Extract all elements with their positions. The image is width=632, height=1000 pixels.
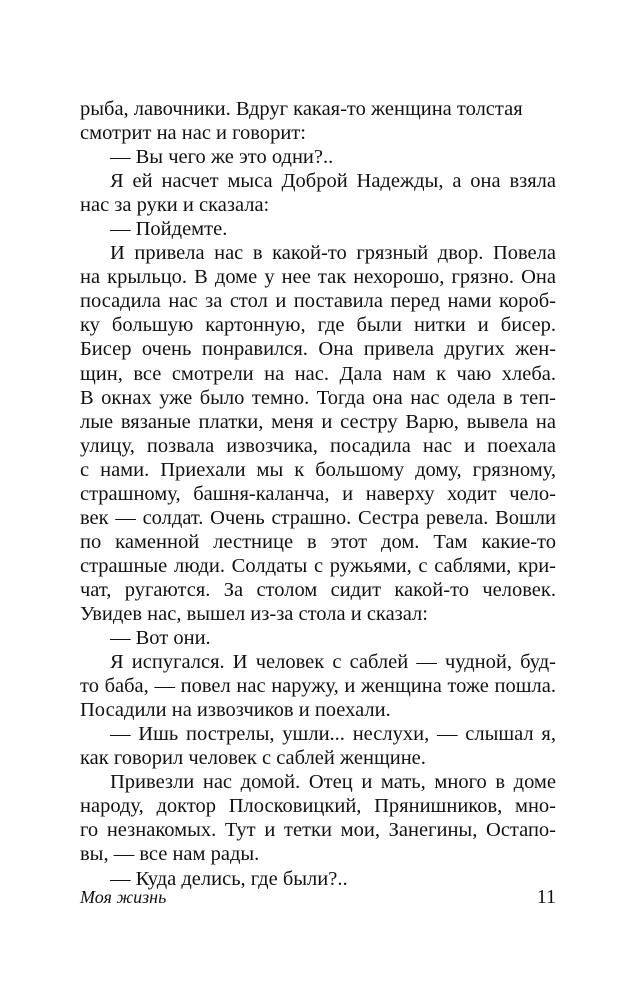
text-line: Бисер очень понравился. Она привела других жен-: [80, 338, 556, 361]
text-line: рыба, лавочники. Вдруг какая-то женщина толстая: [80, 98, 523, 120]
text-line: — Вы чего же это одни?..: [110, 146, 334, 169]
text-line: страшные люди. Солдаты с ружьями, с саблями, кри-: [80, 554, 556, 577]
text-line: век — солдат. Очень страшно. Сестра ревела. Вошли: [80, 506, 556, 529]
text-line: Привезли нас домой. Отец и мать, много в доме: [110, 771, 556, 794]
text-line: го незнакомых. Тут и тетки мои, Занегины, Остапо-: [80, 819, 556, 842]
text-line: по каменной лестнице в этот дом. Там какие-то: [80, 530, 556, 553]
text-line: Увидев нас, вышел из-за стола и сказал:: [80, 602, 428, 625]
text-line: ку большую картонную, где были нитки и бисер.: [80, 314, 556, 337]
text-line: улицу, позвала извозчика, посадила нас и поехала: [80, 434, 556, 457]
text-line: щин, все смотрели на нас. Дала нам к чаю хлеба.: [80, 362, 556, 385]
body-text: [80, 97, 556, 891]
text-line: — Пойдемте.: [110, 218, 228, 241]
text-line: на крыльцо. В доме у нее так нехорошо, грязно. Она: [80, 266, 556, 289]
text-line: Я испугался. И человек с саблей — чудной, буд-: [110, 651, 556, 674]
text-line: посадила нас за стол и поставила перед нами короб-: [80, 290, 556, 313]
text-line: то баба, — повел нас наружу, и женщина тоже пошла.: [80, 675, 556, 698]
text-line: В окнах уже было темно. Тогда она нас одела в теп-: [80, 386, 556, 409]
text-line: лые вязаные платки, меня и сестру Варю, вывела на: [80, 410, 556, 433]
text-line: с нами. Приехали мы к большому дому, грязному,: [80, 458, 556, 481]
text-line: страшному, башня-каланча, и наверху ходит чело-: [80, 482, 556, 505]
text-line: чат, ругаются. За столом сидит какой-то человек.: [80, 578, 556, 601]
text-line: народу, доктор Плосковицкий, Прянишников, мно-: [80, 795, 556, 818]
running-title: Моя жизнь: [80, 887, 167, 907]
text-line: Посадили на извозчиков и поехали.: [80, 699, 391, 722]
text-line: смотрит на нас и говорит:: [80, 122, 306, 145]
text-line: вы, — все нам рады.: [80, 843, 260, 866]
text-line: Я ей насчет мыса Доброй Надежды, а она взяла: [110, 170, 556, 193]
text-line: — Вот они.: [110, 627, 211, 650]
text-line: И привела нас в какой-то грязный двор. Повела: [110, 242, 556, 265]
text-line: — Ишь пострелы, ушли... неслухи, — слышал я,: [110, 723, 556, 746]
page-number: 11: [536, 886, 556, 908]
text-line: как говорил человек с саблей женщине.: [80, 747, 426, 770]
text-line: нас за руки и сказала:: [80, 194, 270, 217]
text-line: — Куда делись, где были?..: [110, 867, 348, 890]
page-footer: [80, 884, 556, 910]
